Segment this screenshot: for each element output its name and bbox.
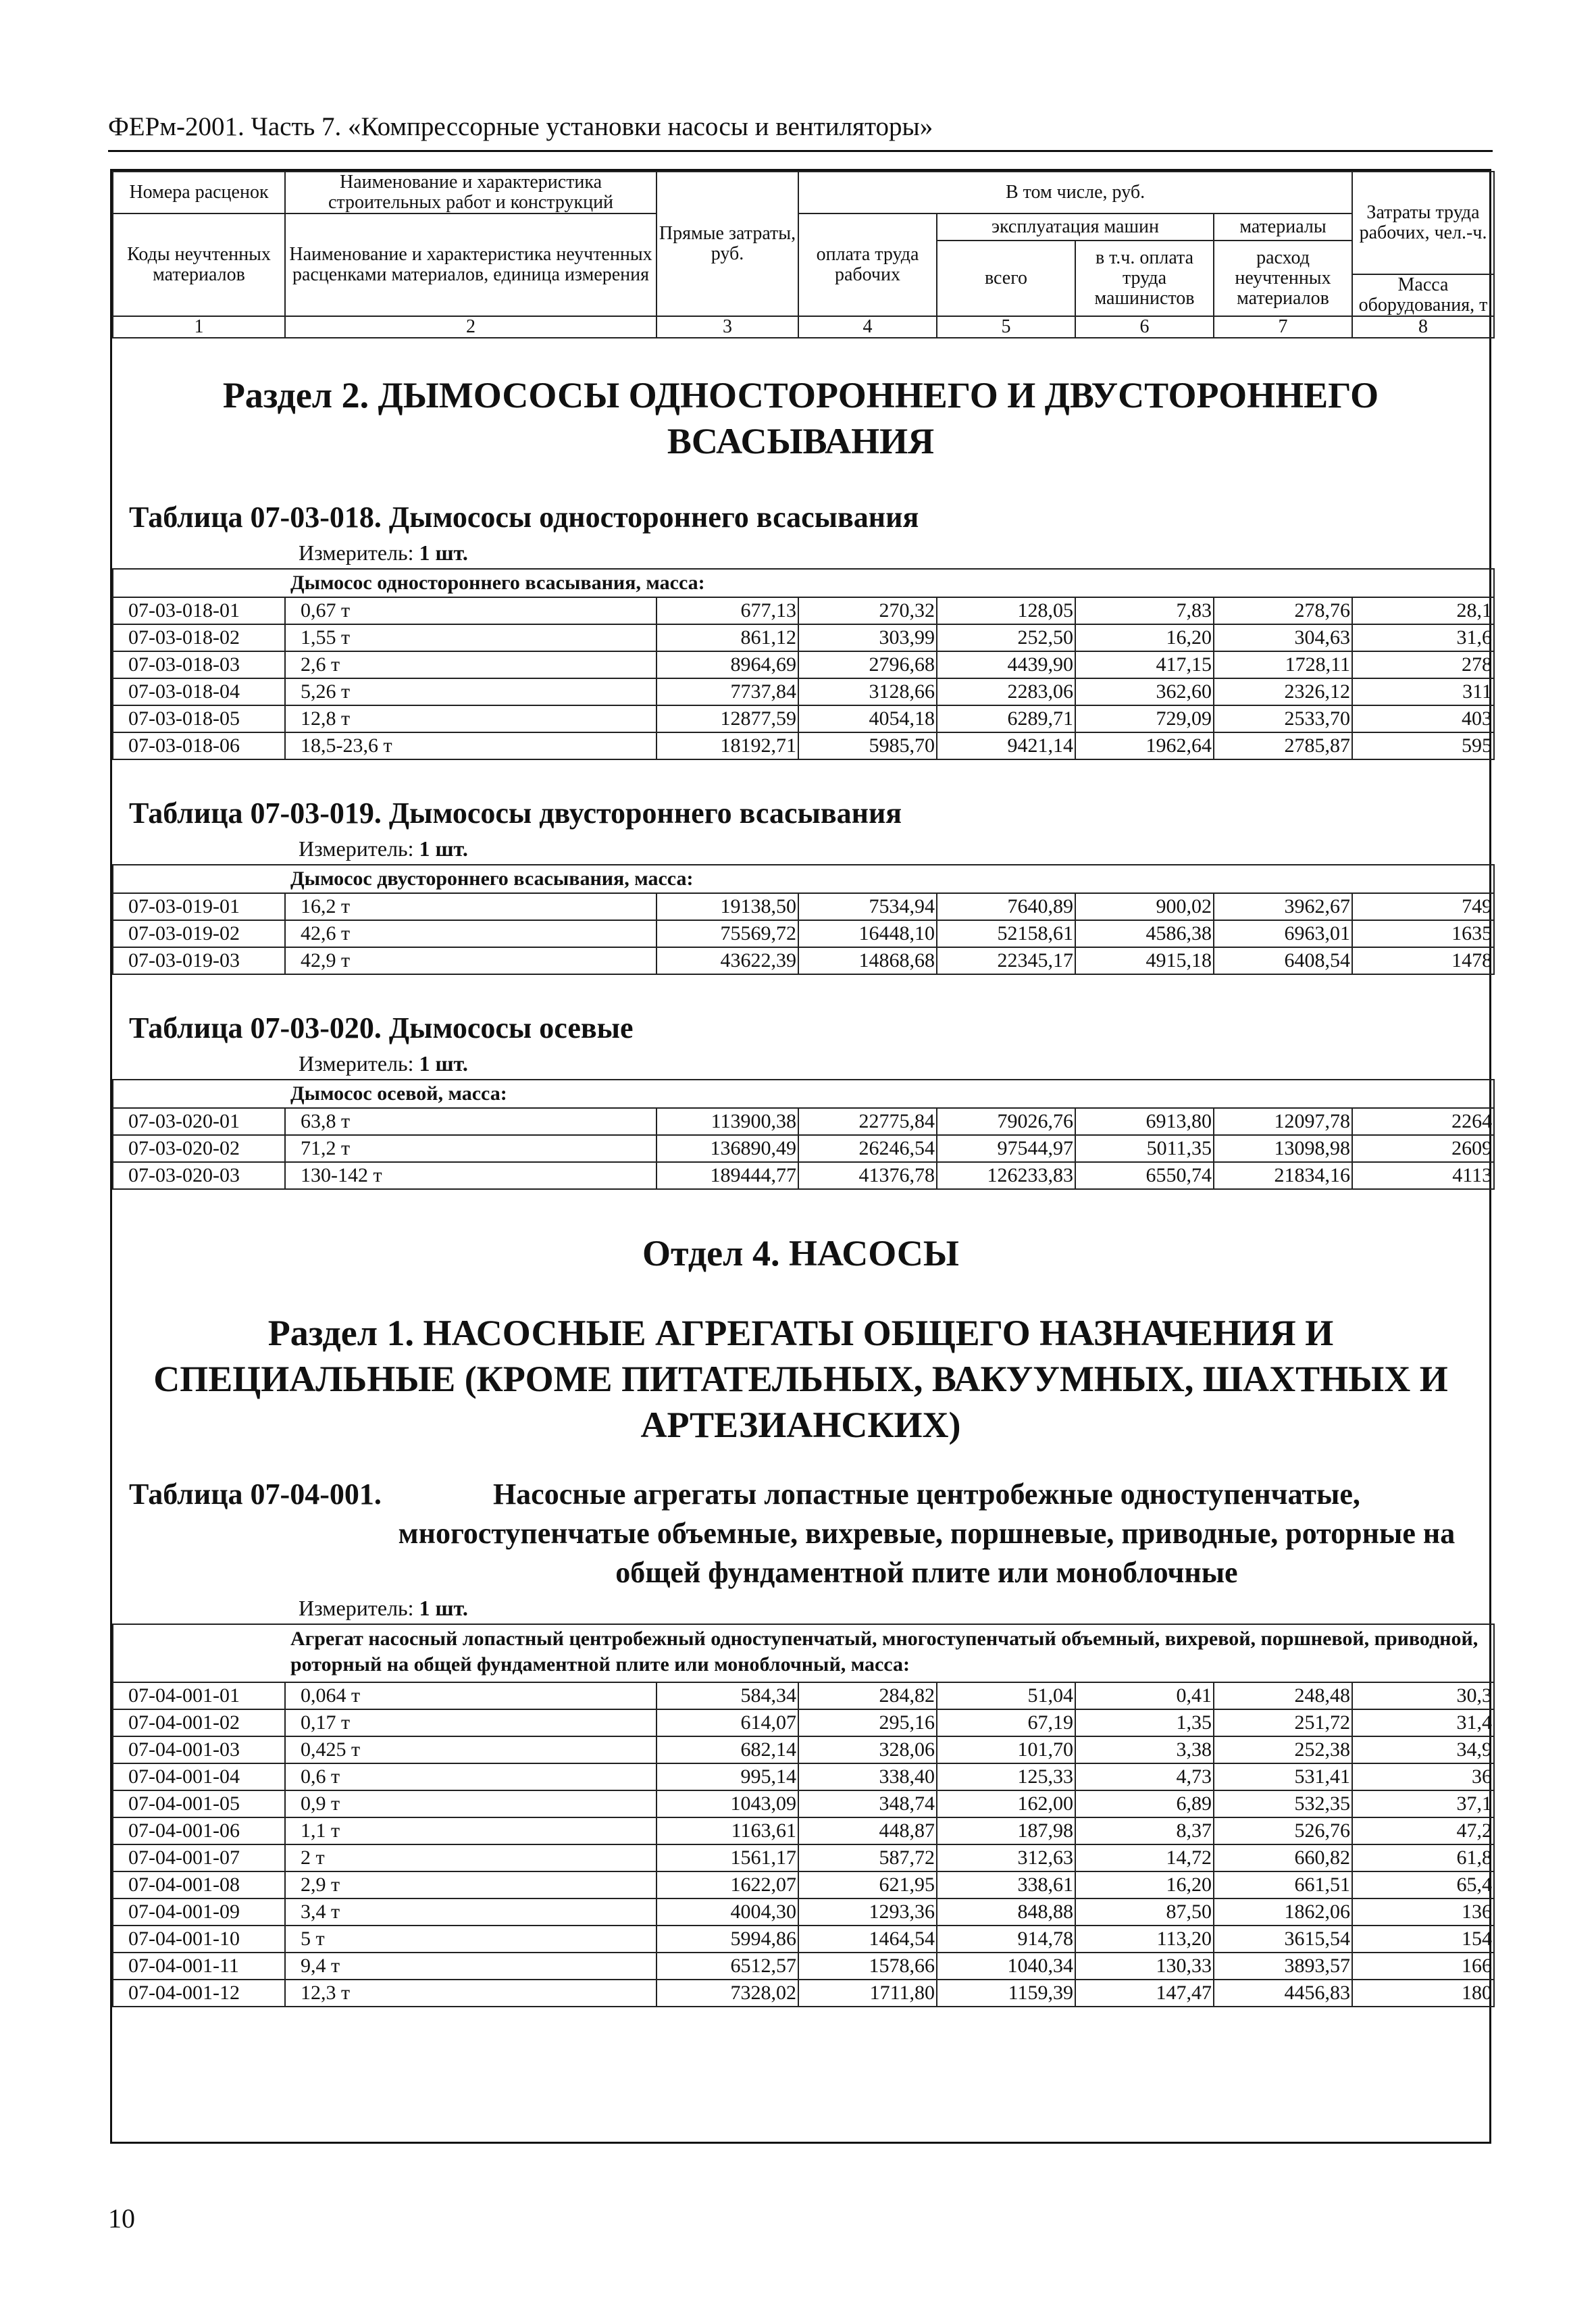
col-4-header: оплата труда рабочих (798, 213, 937, 316)
rate-code: 07-04-001-02 (113, 1709, 285, 1736)
rate-code: 07-03-018-06 (113, 732, 285, 759)
cost-value: 136 (1352, 1898, 1494, 1926)
cost-value: 729,09 (1075, 705, 1214, 732)
cost-value: 19138,50 (657, 893, 798, 920)
rate-code: 07-04-001-12 (113, 1980, 285, 2007)
cost-value: 677,13 (657, 597, 798, 624)
rate-code: 07-04-001-07 (113, 1844, 285, 1871)
cost-value: 1635 (1352, 920, 1494, 947)
cost-value: 36 (1352, 1763, 1494, 1790)
rate-code: 07-04-001-10 (113, 1926, 285, 1953)
col-number: 7 (1214, 316, 1352, 338)
mass-value: 0,9 т (285, 1790, 657, 1817)
cost-value: 130,33 (1075, 1953, 1214, 1980)
cost-value: 128,05 (937, 597, 1075, 624)
group-label: Агрегат насосный лопастный центробежный одноступенчатый, многоступенчатый объемный, вихревой, поршневой, приводной, роторный на общей фундаментной плите или моноблочный, масса: (113, 1624, 1494, 1682)
rate-code: 07-03-018-03 (113, 651, 285, 678)
col-1-top: Номера расценок (113, 172, 285, 213)
cost-value: 3893,57 (1214, 1953, 1352, 1980)
cost-value: 1728,11 (1214, 651, 1352, 678)
mass-value: 1,55 т (285, 624, 657, 651)
mass-value: 3,4 т (285, 1898, 657, 1926)
table-001-title-text: Насосные агрегаты лопастные центробежные одноступенчатые, многоступенчатые объемные, вихревые, поршневые, приводные, роторные на общей фундаментной плите или моноблочные (398, 1478, 1456, 1589)
cost-value: 22775,84 (798, 1108, 937, 1135)
cost-value: 614,07 (657, 1709, 798, 1736)
table-row (113, 1736, 1494, 1763)
cost-value: 3962,67 (1214, 893, 1352, 920)
table-row (113, 1790, 1494, 1817)
mass-value: 0,67 т (285, 597, 657, 624)
table-row (113, 1709, 1494, 1736)
cost-value: 5985,70 (798, 732, 937, 759)
table-row (113, 920, 1494, 947)
cost-value: 621,95 (798, 1871, 937, 1898)
cost-value: 2326,12 (1214, 678, 1352, 705)
cost-value: 4586,38 (1075, 920, 1214, 947)
cost-value: 995,14 (657, 1763, 798, 1790)
cost-value: 584,34 (657, 1682, 798, 1709)
cost-value: 587,72 (798, 1844, 937, 1871)
cost-value: 7534,94 (798, 893, 937, 920)
cost-value: 448,87 (798, 1817, 937, 1844)
cost-value: 6512,57 (657, 1953, 798, 1980)
table-row (113, 1953, 1494, 1980)
cost-value: 1163,61 (657, 1817, 798, 1844)
cost-value: 2264 (1352, 1108, 1494, 1135)
cost-value: 284,82 (798, 1682, 937, 1709)
table-row (113, 1980, 1494, 2007)
table-row (113, 1898, 1494, 1926)
cost-value: 79026,76 (937, 1108, 1075, 1135)
cost-value: 1962,64 (1075, 732, 1214, 759)
cost-value: 113,20 (1075, 1926, 1214, 1953)
cost-value: 526,76 (1214, 1817, 1352, 1844)
cost-value: 3,38 (1075, 1736, 1214, 1763)
cost-value: 7328,02 (657, 1980, 798, 2007)
cost-value: 162,00 (937, 1790, 1075, 1817)
cost-value: 403 (1352, 705, 1494, 732)
cost-value: 661,51 (1214, 1871, 1352, 1898)
cost-value: 154 (1352, 1926, 1494, 1953)
mass-value: 130-142 т (285, 1162, 657, 1189)
rate-code: 07-03-020-01 (113, 1108, 285, 1135)
cost-value: 304,63 (1214, 624, 1352, 651)
cost-value: 6289,71 (937, 705, 1075, 732)
rate-code: 07-04-001-09 (113, 1898, 285, 1926)
cost-value: 4054,18 (798, 705, 937, 732)
cost-value: 1622,07 (657, 1871, 798, 1898)
col-number: 6 (1075, 316, 1214, 338)
col-7-header: расход неучтенных материалов (1214, 241, 1352, 316)
mass-value: 0,425 т (285, 1736, 657, 1763)
group-label: Дымосос осевой, масса: (113, 1080, 1494, 1108)
col-3-header: Прямые затраты, руб. (657, 172, 798, 316)
group-header-machines: эксплуатация машин (937, 213, 1214, 241)
cost-value: 87,50 (1075, 1898, 1214, 1926)
table-row (113, 678, 1494, 705)
cost-value: 3615,54 (1214, 1926, 1352, 1953)
group-label: Дымосос двустороннего всасывания, масса: (113, 865, 1494, 893)
rate-code: 07-03-020-03 (113, 1162, 285, 1189)
col-number: 8 (1352, 316, 1494, 338)
mass-value: 0,064 т (285, 1682, 657, 1709)
rate-code: 07-04-001-05 (113, 1790, 285, 1817)
mass-value: 16,2 т (285, 893, 657, 920)
mass-value: 63,8 т (285, 1108, 657, 1135)
col-number: 2 (285, 316, 657, 338)
rate-code: 07-04-001-11 (113, 1953, 285, 1980)
table-row (113, 947, 1494, 974)
cost-value: 682,14 (657, 1736, 798, 1763)
col-2-bottom: Наименование и характеристика неучтенных расценками материалов, единица измерения (285, 213, 657, 316)
cost-value: 1043,09 (657, 1790, 798, 1817)
rate-code: 07-03-018-01 (113, 597, 285, 624)
mass-value: 18,5-23,6 т (285, 732, 657, 759)
cost-value: 303,99 (798, 624, 937, 651)
cost-value: 6963,01 (1214, 920, 1352, 947)
cost-value: 97544,97 (937, 1135, 1075, 1162)
cost-value: 22345,17 (937, 947, 1075, 974)
table-018-title: Таблица 07-03-018. Дымососы одностороннего всасывания (129, 501, 919, 534)
cost-value: 252,50 (937, 624, 1075, 651)
mass-value: 0,6 т (285, 1763, 657, 1790)
mass-value: 0,17 т (285, 1709, 657, 1736)
rate-code: 07-04-001-06 (113, 1817, 285, 1844)
cost-value: 16,20 (1075, 1871, 1214, 1898)
cost-value: 16,20 (1075, 624, 1214, 651)
table-row (113, 893, 1494, 920)
table-row (113, 1763, 1494, 1790)
cost-value: 67,19 (937, 1709, 1075, 1736)
cost-value: 8964,69 (657, 651, 798, 678)
cost-value: 4113 (1352, 1162, 1494, 1189)
col-number: 5 (937, 316, 1075, 338)
cost-value: 2533,70 (1214, 705, 1352, 732)
cost-value: 9421,14 (937, 732, 1075, 759)
table-row (113, 1108, 1494, 1135)
table-018-body (113, 597, 1494, 759)
table-row (113, 1926, 1494, 1953)
cost-value: 311 (1352, 678, 1494, 705)
table-019-measure: Измеритель: 1 шт. (299, 836, 468, 861)
cost-value: 7,83 (1075, 597, 1214, 624)
rate-code: 07-03-020-02 (113, 1135, 285, 1162)
cost-value: 113900,38 (657, 1108, 798, 1135)
cost-value: 101,70 (937, 1736, 1075, 1763)
cost-value: 278,76 (1214, 597, 1352, 624)
mass-value: 71,2 т (285, 1135, 657, 1162)
cost-value: 417,15 (1075, 651, 1214, 678)
cost-value: 7737,84 (657, 678, 798, 705)
rate-code: 07-03-019-02 (113, 920, 285, 947)
cost-value: 125,33 (937, 1763, 1075, 1790)
mass-value: 2 т (285, 1844, 657, 1871)
cost-value: 41376,78 (798, 1162, 937, 1189)
group-label: Дымосос одностороннего всасывания, масса: (113, 569, 1494, 597)
table-018 (112, 568, 1495, 760)
cost-value: 5011,35 (1075, 1135, 1214, 1162)
mass-value: 5,26 т (285, 678, 657, 705)
rate-code: 07-03-018-02 (113, 624, 285, 651)
table-row (113, 651, 1494, 678)
cost-value: 75569,72 (657, 920, 798, 947)
cost-value: 2785,87 (1214, 732, 1352, 759)
table-row (113, 1135, 1494, 1162)
rate-code: 07-03-018-04 (113, 678, 285, 705)
cost-value: 312,63 (937, 1844, 1075, 1871)
cost-value: 18192,71 (657, 732, 798, 759)
cost-value: 65,4 (1352, 1871, 1494, 1898)
rate-code: 07-03-018-05 (113, 705, 285, 732)
col-number: 4 (798, 316, 937, 338)
cost-value: 362,60 (1075, 678, 1214, 705)
cost-value: 295,16 (798, 1709, 937, 1736)
table-row (113, 1682, 1494, 1709)
mass-value: 12,3 т (285, 1980, 657, 2007)
cost-value: 13098,98 (1214, 1135, 1352, 1162)
section-1-title: Раздел 1. НАСОСНЫЕ АГРЕГАТЫ ОБЩЕГО НАЗНАЧЕНИЯ И СПЕЦИАЛЬНЫЕ (КРОМЕ ПИТАТЕЛЬНЫХ, ВАКУУМНЫХ, ШАХТНЫХ И АРТЕЗИАНСКИХ) (153, 1313, 1448, 1445)
col-number: 1 (113, 316, 285, 338)
cost-value: 51,04 (937, 1682, 1075, 1709)
cost-value: 126233,83 (937, 1162, 1075, 1189)
cost-value: 14,72 (1075, 1844, 1214, 1871)
cost-value: 338,61 (937, 1871, 1075, 1898)
mass-value: 42,6 т (285, 920, 657, 947)
table-row (113, 1162, 1494, 1189)
table-row (113, 1844, 1494, 1871)
cost-value: 166 (1352, 1953, 1494, 1980)
column-header-table (112, 171, 1495, 338)
cost-value: 338,40 (798, 1763, 937, 1790)
col-8-top: Затраты труда рабочих, чел.-ч. (1352, 172, 1494, 274)
mass-value: 42,9 т (285, 947, 657, 974)
cost-value: 12877,59 (657, 705, 798, 732)
section-2-title: Раздел 2. ДЫМОСОСЫ ОДНОСТОРОННЕГО И ДВУСТОРОННЕГО ВСАСЫВАНИЯ (222, 375, 1379, 461)
cost-value: 34,9 (1352, 1736, 1494, 1763)
table-001-measure: Измеритель: 1 шт. (299, 1596, 468, 1620)
cost-value: 189444,77 (657, 1162, 798, 1189)
cost-value: 861,12 (657, 624, 798, 651)
cost-value: 1293,36 (798, 1898, 937, 1926)
cost-value: 12097,78 (1214, 1108, 1352, 1135)
mass-value: 2,6 т (285, 651, 657, 678)
cost-value: 251,72 (1214, 1709, 1352, 1736)
cost-value: 2796,68 (798, 651, 937, 678)
cost-value: 43622,39 (657, 947, 798, 974)
cost-value: 31,6 (1352, 624, 1494, 651)
cost-value: 2609 (1352, 1135, 1494, 1162)
cost-value: 595 (1352, 732, 1494, 759)
cost-value: 3128,66 (798, 678, 937, 705)
cost-value: 4456,83 (1214, 1980, 1352, 2007)
rate-code: 07-04-001-08 (113, 1871, 285, 1898)
cost-value: 914,78 (937, 1926, 1075, 1953)
cost-value: 1040,34 (937, 1953, 1075, 1980)
table-019-title: Таблица 07-03-019. Дымососы двустороннего всасывания (129, 797, 902, 830)
cost-value: 5994,86 (657, 1926, 798, 1953)
group-header-materials: материалы (1214, 213, 1352, 241)
table-019-body (113, 893, 1494, 974)
cost-value: 2283,06 (937, 678, 1075, 705)
cost-value: 47,2 (1352, 1817, 1494, 1844)
table-row (113, 1871, 1494, 1898)
table-001-title-label: Таблица 07-04-001. (129, 1478, 382, 1511)
table-020-title: Таблица 07-03-020. Дымососы осевые (129, 1011, 634, 1045)
page-number: 10 (108, 2203, 135, 2234)
cost-value: 1478 (1352, 947, 1494, 974)
cost-value: 531,41 (1214, 1763, 1352, 1790)
table-row (113, 624, 1494, 651)
table-row (113, 705, 1494, 732)
cost-value: 0,41 (1075, 1682, 1214, 1709)
cost-value: 749 (1352, 893, 1494, 920)
cost-value: 1464,54 (798, 1926, 937, 1953)
mass-value: 5 т (285, 1926, 657, 1953)
cost-value: 21834,16 (1214, 1162, 1352, 1189)
cost-value: 52158,61 (937, 920, 1075, 947)
rates-frame (110, 169, 1491, 2144)
rate-code: 07-03-019-03 (113, 947, 285, 974)
rate-code: 07-04-001-03 (113, 1736, 285, 1763)
cost-value: 4915,18 (1075, 947, 1214, 974)
cost-value: 136890,49 (657, 1135, 798, 1162)
table-018-measure: Измеритель: 1 шт. (299, 540, 468, 565)
cost-value: 61,8 (1352, 1844, 1494, 1871)
cost-value: 6550,74 (1075, 1162, 1214, 1189)
department-4-title: Отдел 4. НАСОСЫ (642, 1233, 959, 1274)
cost-value: 147,47 (1075, 1980, 1214, 2007)
cost-value: 14868,68 (798, 947, 937, 974)
cost-value: 180 (1352, 1980, 1494, 2007)
rate-code: 07-04-001-04 (113, 1763, 285, 1790)
table-001-title (112, 1475, 1489, 1592)
cost-value: 1159,39 (937, 1980, 1075, 2007)
cost-value: 28,1 (1352, 597, 1494, 624)
cost-value: 660,82 (1214, 1844, 1352, 1871)
page-header: ФЕРм-2001. Часть 7. «Компрессорные установки насосы и вентиляторы» (108, 107, 1493, 152)
cost-value: 187,98 (937, 1817, 1075, 1844)
cost-value: 7640,89 (937, 893, 1075, 920)
cost-value: 8,37 (1075, 1817, 1214, 1844)
cost-value: 270,32 (798, 597, 937, 624)
col-1-bottom: Коды неучтенных материалов (113, 213, 285, 316)
cost-value: 6,89 (1075, 1790, 1214, 1817)
table-001-body (113, 1682, 1494, 2007)
cost-value: 328,06 (798, 1736, 937, 1763)
cost-value: 348,74 (798, 1790, 937, 1817)
table-001 (112, 1624, 1495, 2007)
cost-value: 31,4 (1352, 1709, 1494, 1736)
cost-value: 6408,54 (1214, 947, 1352, 974)
cost-value: 848,88 (937, 1898, 1075, 1926)
cost-value: 4004,30 (657, 1898, 798, 1926)
cost-value: 1862,06 (1214, 1898, 1352, 1926)
cost-value: 532,35 (1214, 1790, 1352, 1817)
cost-value: 1711,80 (798, 1980, 937, 2007)
col-2-top: Наименование и характеристика строительных работ и конструкций (285, 172, 657, 213)
col-6-header: в т.ч. оплата труда машинистов (1075, 241, 1214, 316)
table-020-body (113, 1108, 1494, 1189)
group-header-incl: В том числе, руб. (798, 172, 1352, 213)
rate-code: 07-04-001-01 (113, 1682, 285, 1709)
table-row (113, 732, 1494, 759)
cost-value: 4,73 (1075, 1763, 1214, 1790)
cost-value: 1578,66 (798, 1953, 937, 1980)
cost-value: 30,3 (1352, 1682, 1494, 1709)
table-020-measure: Измеритель: 1 шт. (299, 1051, 468, 1076)
cost-value: 6913,80 (1075, 1108, 1214, 1135)
table-row (113, 1817, 1494, 1844)
rate-code: 07-03-019-01 (113, 893, 285, 920)
cost-value: 900,02 (1075, 893, 1214, 920)
cost-value: 252,38 (1214, 1736, 1352, 1763)
col-8-bottom: Масса оборудования, т (1352, 274, 1494, 316)
col-number: 3 (657, 316, 798, 338)
cost-value: 4439,90 (937, 651, 1075, 678)
mass-value: 2,9 т (285, 1871, 657, 1898)
table-020 (112, 1079, 1495, 1190)
cost-value: 1561,17 (657, 1844, 798, 1871)
col-5-header: всего (937, 241, 1075, 316)
table-row (113, 597, 1494, 624)
cost-value: 278 (1352, 651, 1494, 678)
table-019 (112, 864, 1495, 975)
mass-value: 9,4 т (285, 1953, 657, 1980)
cost-value: 37,1 (1352, 1790, 1494, 1817)
cost-value: 1,35 (1075, 1709, 1214, 1736)
mass-value: 12,8 т (285, 705, 657, 732)
cost-value: 248,48 (1214, 1682, 1352, 1709)
mass-value: 1,1 т (285, 1817, 657, 1844)
cost-value: 16448,10 (798, 920, 937, 947)
cost-value: 26246,54 (798, 1135, 937, 1162)
